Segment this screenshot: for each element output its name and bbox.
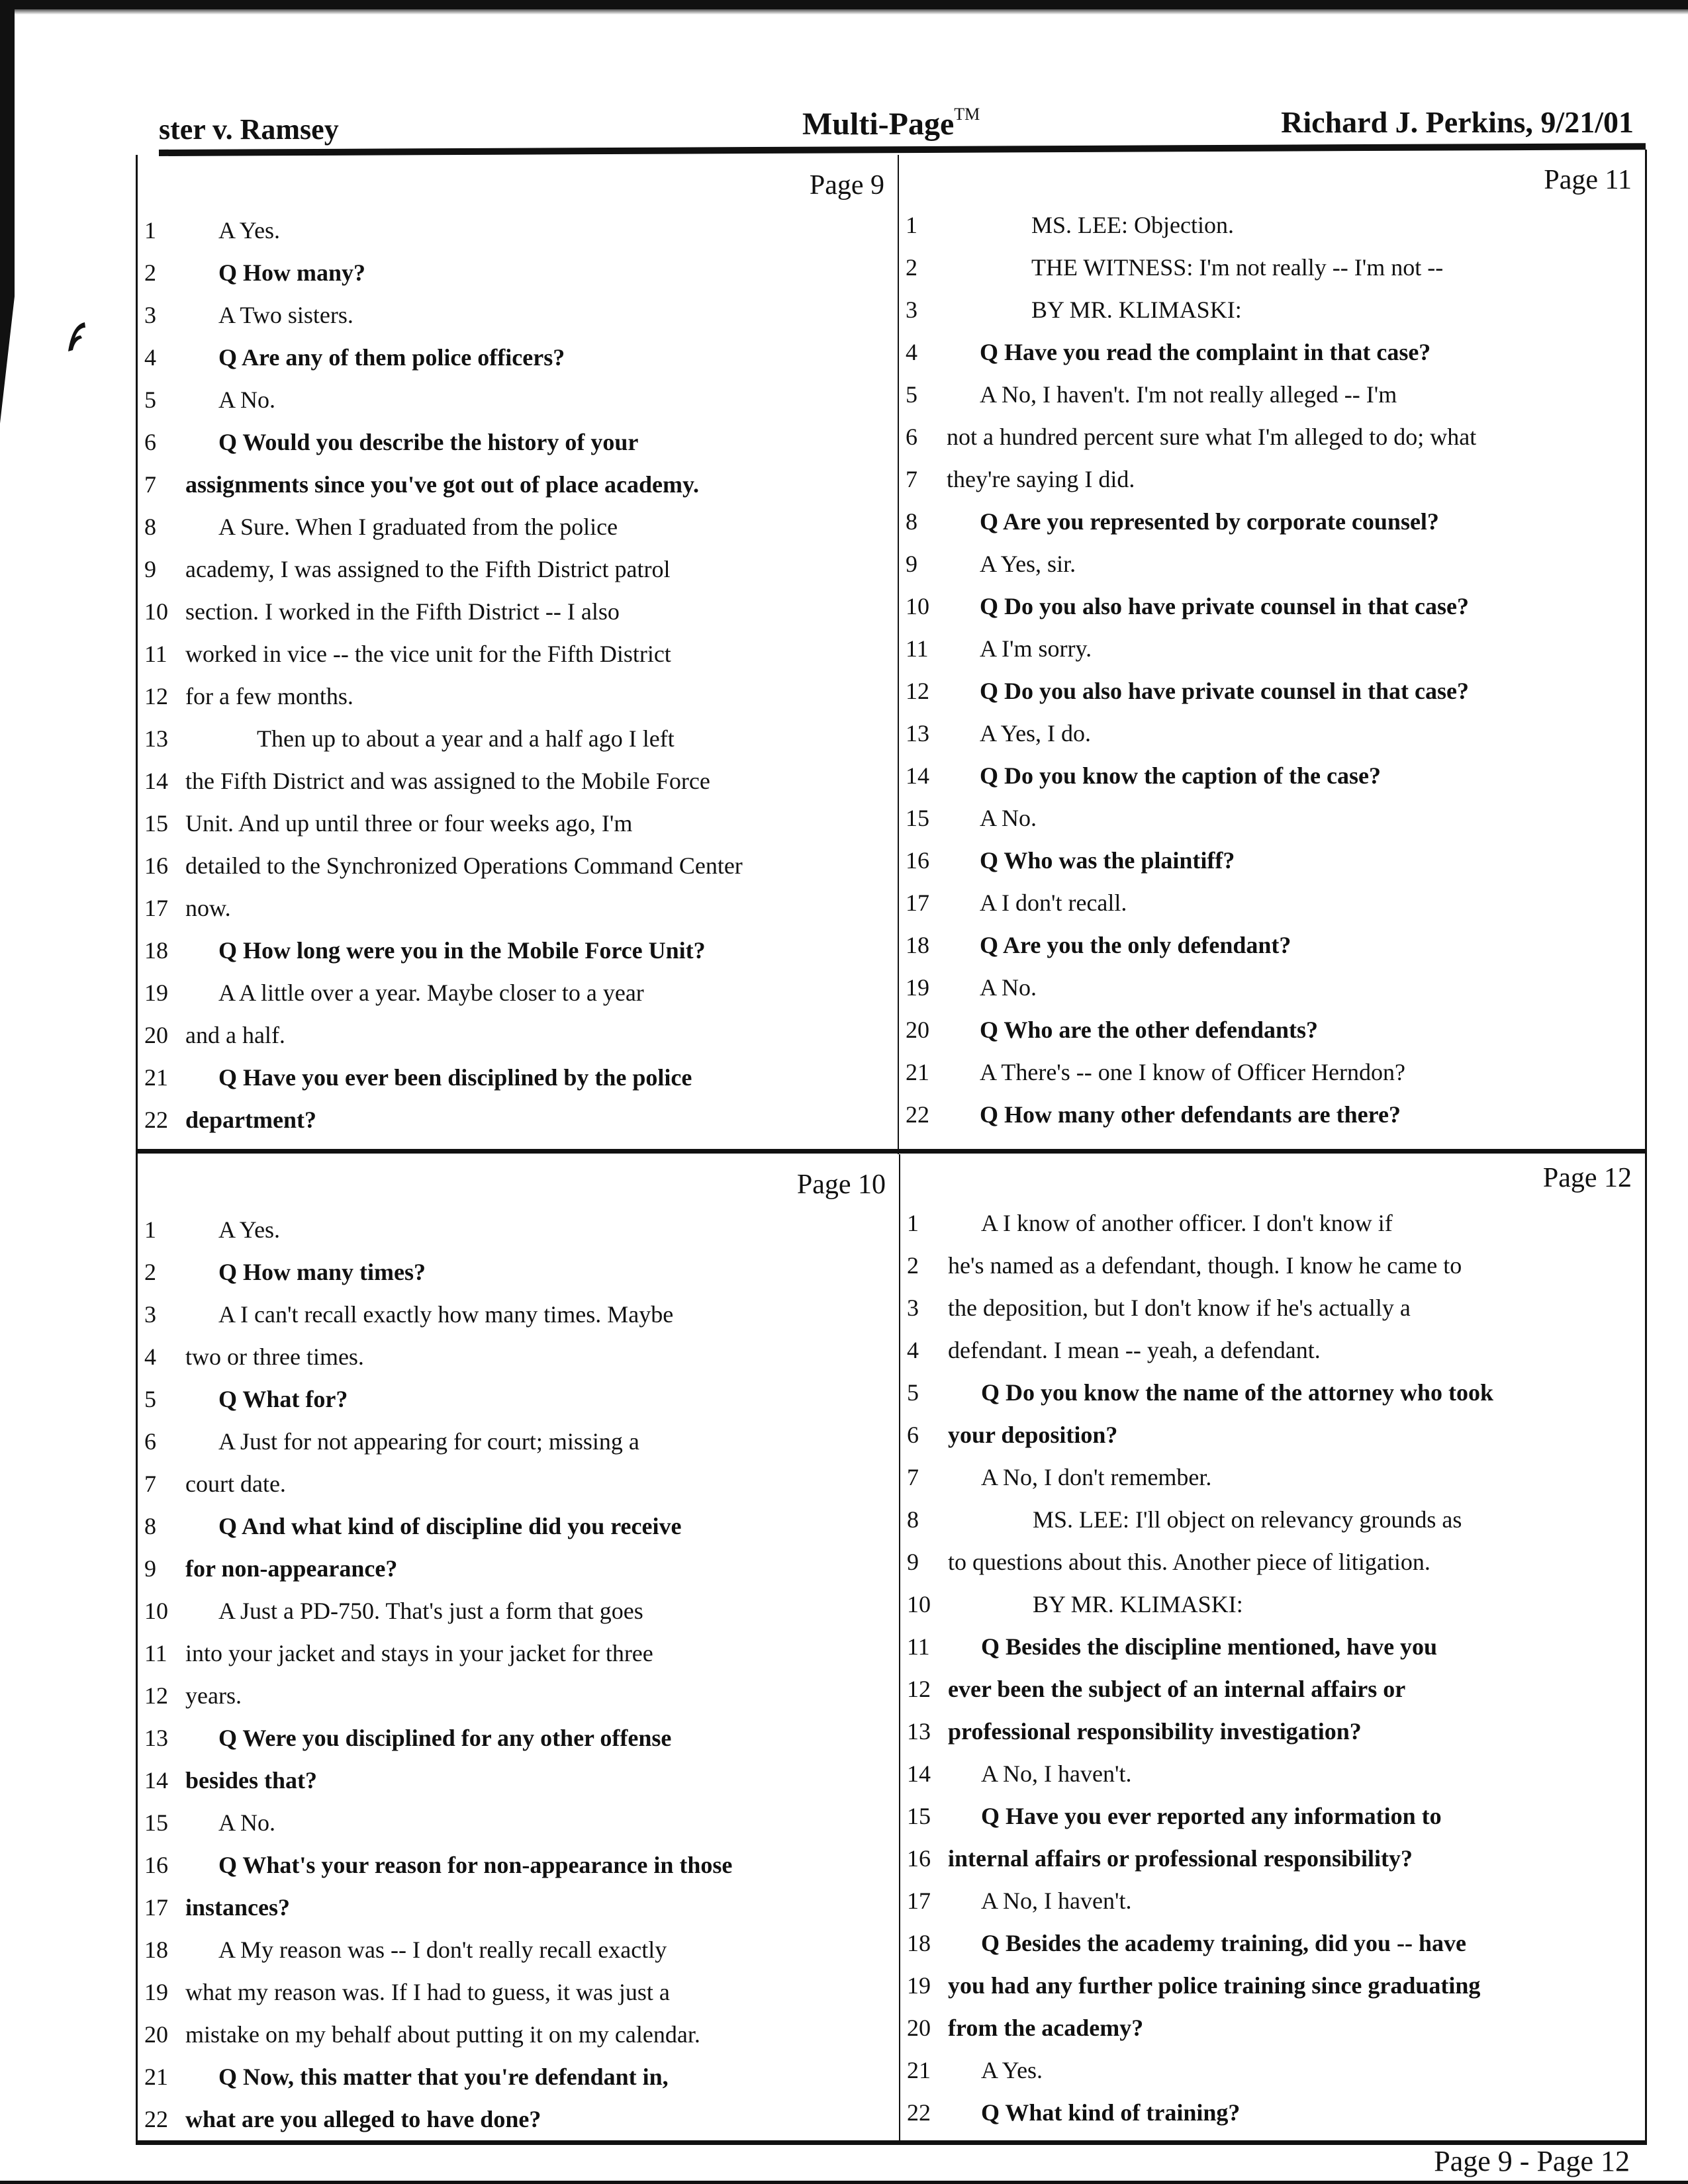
line-number: 2 <box>907 1252 919 1279</box>
scan-speck-mark <box>66 321 86 353</box>
transcript-lines <box>899 204 1645 1136</box>
answer-text: the deposition, but I don't know if he's actually a <box>948 1295 1411 1321</box>
transcript-line <box>900 1922 1645 1964</box>
transcript-line <box>899 585 1645 627</box>
answer-text: A No, I don't remember. <box>981 1464 1212 1490</box>
line-number: 19 <box>906 974 929 1001</box>
line-number: 13 <box>906 720 929 747</box>
transcript-line <box>138 1099 898 1141</box>
line-number: 13 <box>907 1718 931 1745</box>
answer-text: and a half. <box>185 1022 285 1048</box>
page-label: Page 9 <box>809 170 884 201</box>
line-number: 11 <box>144 641 167 667</box>
line-number: 13 <box>144 1725 168 1751</box>
line-number: 20 <box>144 2021 168 2048</box>
line-number: 6 <box>144 1428 156 1455</box>
line-number: 16 <box>144 1852 168 1878</box>
line-number: 14 <box>906 762 929 789</box>
answer-text: A Two sisters. <box>218 302 353 328</box>
transcript-line <box>900 1795 1645 1837</box>
question-text: Q How many times? <box>218 1259 426 1285</box>
transcript-page-9 <box>136 155 899 1154</box>
answer-text: mistake on my behalf about putting it on my calendar. <box>185 2021 700 2048</box>
question-text: Q Now, this matter that you're defendant in, <box>218 2064 669 2090</box>
question-text: from the academy? <box>948 2015 1144 2041</box>
transcript-line <box>900 1202 1645 1244</box>
trademark-symbol: TM <box>954 105 980 124</box>
transcript-line <box>138 1378 899 1420</box>
transcript-line <box>138 1293 899 1336</box>
line-number: 1 <box>906 212 917 238</box>
transcript-line <box>138 1844 899 1886</box>
answer-text: A No, I haven't. <box>981 1888 1132 1914</box>
line-number: 13 <box>144 725 168 752</box>
transcript-line <box>900 1371 1645 1414</box>
answer-text: detailed to the Synchronized Operations Command Center <box>185 852 743 879</box>
line-number: 8 <box>907 1506 919 1533</box>
line-number: 7 <box>907 1464 919 1490</box>
transcript-line <box>138 929 898 972</box>
transcript-lines <box>900 1202 1645 2134</box>
answer-text: A No, I haven't. <box>981 1760 1132 1787</box>
question-text: Q What kind of training? <box>981 2099 1241 2126</box>
transcript-line <box>900 1752 1645 1795</box>
transcript-line <box>138 1547 899 1590</box>
transcript-line <box>138 1929 899 1971</box>
line-number: 5 <box>906 381 917 408</box>
transcript-line <box>899 204 1645 246</box>
transcript-line <box>138 209 898 251</box>
transcript-line <box>900 1244 1645 1287</box>
transcript-line <box>138 1971 899 2013</box>
line-number: 17 <box>907 1888 931 1914</box>
transcript-line <box>138 1463 899 1505</box>
transcript-line <box>899 924 1645 966</box>
answer-text: A No. <box>218 1809 276 1836</box>
transcript-line <box>138 844 898 887</box>
question-text: instances? <box>185 1894 291 1921</box>
transcript-line <box>900 1837 1645 1880</box>
transcript-line <box>899 712 1645 754</box>
question-text: your deposition? <box>948 1422 1118 1448</box>
transcript-line <box>899 882 1645 924</box>
transcript-line <box>900 1710 1645 1752</box>
transcript-page-12 <box>900 1148 1647 2144</box>
answer-text: not a hundred percent sure what I'm alleged to do; what <box>947 424 1477 450</box>
question-text: you had any further police training since graduating <box>948 1972 1481 1999</box>
answer-text: A Yes. <box>218 1216 281 1243</box>
line-number: 21 <box>144 2064 168 2090</box>
transcript-line <box>138 1056 898 1099</box>
transcript-line <box>138 1505 899 1547</box>
question-text: Q Would you describe the history of your <box>218 429 639 455</box>
transcript-line <box>138 1632 899 1674</box>
line-number: 19 <box>144 979 168 1006</box>
line-number: 9 <box>144 1555 156 1582</box>
line-number: 1 <box>144 217 156 244</box>
line-number: 9 <box>907 1549 919 1575</box>
transcript-line <box>138 548 898 590</box>
footer-rule <box>0 2181 1688 2184</box>
answer-text: A Yes. <box>218 217 281 244</box>
transcript-line <box>138 2056 899 2098</box>
line-number: 2 <box>144 259 156 286</box>
question-text: besides that? <box>185 1767 318 1794</box>
question-text: Q How many other defendants are there? <box>980 1101 1401 1128</box>
line-number: 18 <box>144 937 168 964</box>
transcript-line <box>138 717 898 760</box>
transcript-line <box>138 760 898 802</box>
transcript-line <box>899 1009 1645 1051</box>
product-name-text: Multi-Page <box>802 107 955 142</box>
answer-text: what my reason was. If I had to guess, it was just a <box>185 1979 670 2005</box>
answer-text: BY MR. KLIMASKI: <box>1031 296 1242 323</box>
answer-text: MS. LEE: I'll object on relevancy grounds as <box>1033 1506 1462 1533</box>
line-number: 6 <box>907 1422 919 1448</box>
question-text: Q Who was the plaintiff? <box>980 847 1235 874</box>
scan-edge-top <box>0 0 1688 9</box>
line-number: 17 <box>144 1894 168 1921</box>
question-text: Q Do you also have private counsel in that case? <box>980 678 1470 704</box>
answer-text: A There's -- one I know of Officer Herndon? <box>980 1059 1405 1085</box>
answer-text: A No, I haven't. I'm not really alleged -- I'm <box>980 381 1397 408</box>
transcript-line <box>900 1287 1645 1329</box>
answer-text: A Yes. <box>981 2057 1043 2083</box>
question-text: Q Have you ever reported any information to <box>981 1803 1442 1829</box>
answer-text: for a few months. <box>185 683 353 709</box>
line-number: 12 <box>144 683 168 709</box>
transcript-line <box>138 2098 899 2140</box>
line-number: 19 <box>144 1979 168 2005</box>
answer-text: A I can't recall exactly how many times. Maybe <box>218 1301 674 1328</box>
transcript-line <box>899 416 1645 458</box>
answer-text: A No. <box>980 805 1037 831</box>
answer-text: to questions about this. Another piece of litigation. <box>948 1549 1430 1575</box>
transcript-line <box>900 1456 1645 1498</box>
line-number: 22 <box>144 1107 168 1133</box>
line-number: 7 <box>906 466 917 492</box>
transcript-line <box>138 294 898 336</box>
question-text: Q Do you know the caption of the case? <box>980 762 1382 789</box>
line-number: 3 <box>906 296 917 323</box>
transcript-line <box>899 1051 1645 1093</box>
header-case-title: ster v. Ramsey <box>159 113 339 146</box>
transcript-line <box>138 1759 899 1801</box>
line-number: 1 <box>144 1216 156 1243</box>
page-label: Page 11 <box>1544 165 1632 195</box>
transcript-line <box>138 1420 899 1463</box>
line-number: 2 <box>144 1259 156 1285</box>
transcript-line <box>138 675 898 717</box>
line-number: 12 <box>906 678 929 704</box>
transcript-line <box>900 1964 1645 2007</box>
line-number: 19 <box>907 1972 931 1999</box>
question-text: Q Have you read the complaint in that case? <box>980 339 1431 365</box>
transcript-line <box>899 966 1645 1009</box>
line-number: 6 <box>906 424 917 450</box>
transcript-line <box>138 1886 899 1929</box>
answer-text: defendant. I mean -- yeah, a defendant. <box>948 1337 1321 1363</box>
line-number: 5 <box>144 387 156 413</box>
question-text: Q Are any of them police officers? <box>218 344 565 371</box>
question-text: Q Do you also have private counsel in that case? <box>980 593 1470 619</box>
answer-text: court date. <box>185 1471 286 1497</box>
question-text: Q Were you disciplined for any other offense <box>218 1725 672 1751</box>
transcript-line <box>899 500 1645 543</box>
answer-text: A I'm sorry. <box>980 635 1092 662</box>
question-text: department? <box>185 1107 316 1133</box>
transcript-line <box>138 1590 899 1632</box>
transcript-line <box>138 2013 899 2056</box>
line-number: 15 <box>144 810 168 837</box>
transcript-line <box>900 2007 1645 2049</box>
question-text: Q How long were you in the Mobile Force Unit? <box>218 937 706 964</box>
transcript-line <box>900 1625 1645 1668</box>
transcript-line <box>138 1717 899 1759</box>
transcript-line <box>138 887 898 929</box>
line-number: 22 <box>907 2099 931 2126</box>
line-number: 15 <box>907 1803 931 1829</box>
transcript-line <box>138 802 898 844</box>
answer-text: Then up to about a year and a half ago I left <box>257 725 675 752</box>
line-number: 8 <box>144 1513 156 1539</box>
answer-text: A Sure. When I graduated from the police <box>218 514 618 540</box>
answer-text: academy, I was assigned to the Fifth District patrol <box>185 556 671 582</box>
line-number: 9 <box>144 556 156 582</box>
line-number: 3 <box>144 1301 156 1328</box>
answer-text: two or three times. <box>185 1343 364 1370</box>
transcript-line <box>899 458 1645 500</box>
line-number: 22 <box>906 1101 929 1128</box>
question-text: Q Have you ever been disciplined by the police <box>218 1064 692 1091</box>
line-number: 10 <box>144 1598 168 1624</box>
footer-page-range: Page 9 - Page 12 <box>1434 2145 1630 2177</box>
scan-edge-shadow <box>0 9 1688 15</box>
answer-text: section. I worked in the Fifth District -- I also <box>185 598 620 625</box>
line-number: 14 <box>907 1760 931 1787</box>
line-number: 5 <box>144 1386 156 1412</box>
line-number: 4 <box>907 1337 919 1363</box>
transcript-line <box>899 1093 1645 1136</box>
transcript-line <box>138 379 898 421</box>
line-number: 11 <box>907 1633 930 1660</box>
line-number: 17 <box>906 889 929 916</box>
line-number: 21 <box>906 1059 929 1085</box>
question-text: ever been the subject of an internal affairs or <box>948 1676 1406 1702</box>
line-number: 14 <box>144 768 168 794</box>
line-number: 1 <box>907 1210 919 1236</box>
line-number: 22 <box>144 2106 168 2132</box>
transcript-line <box>899 670 1645 712</box>
transcript-line <box>138 1014 898 1056</box>
answer-text: A No. <box>218 387 276 413</box>
transcript-line <box>900 1414 1645 1456</box>
transcript-line <box>900 2049 1645 2091</box>
transcript-page-11 <box>899 150 1647 1154</box>
question-text: Q Do you know the name of the attorney who took <box>981 1379 1493 1406</box>
transcript-line <box>138 463 898 506</box>
transcript-line <box>899 627 1645 670</box>
line-number: 5 <box>907 1379 919 1406</box>
transcript-line <box>899 839 1645 882</box>
transcript-line <box>899 543 1645 585</box>
transcript-line <box>138 1251 899 1293</box>
answer-text: they're saying I did. <box>947 466 1135 492</box>
line-number: 3 <box>144 302 156 328</box>
transcript-line <box>900 1498 1645 1541</box>
answer-text: A A little over a year. Maybe closer to a year <box>218 979 644 1006</box>
answer-text: years. <box>185 1682 242 1709</box>
transcript-line <box>899 754 1645 797</box>
line-number: 15 <box>906 805 929 831</box>
transcript-line <box>899 289 1645 331</box>
transcript-line <box>900 2091 1645 2134</box>
question-text: what are you alleged to have done? <box>185 2106 541 2132</box>
line-number: 11 <box>906 635 929 662</box>
transcript-lines <box>138 1208 899 2140</box>
question-text: Q How many? <box>218 259 366 286</box>
transcript-line <box>899 246 1645 289</box>
line-number: 10 <box>144 598 168 625</box>
question-text: Q And what kind of discipline did you receive <box>218 1513 682 1539</box>
line-number: 18 <box>907 1930 931 1956</box>
transcript-line <box>900 1583 1645 1625</box>
answer-text: BY MR. KLIMASKI: <box>1033 1591 1243 1617</box>
line-number: 20 <box>144 1022 168 1048</box>
answer-text: he's named as a defendant, though. I know he came to <box>948 1252 1462 1279</box>
line-number: 4 <box>144 1343 156 1370</box>
line-number: 10 <box>907 1591 931 1617</box>
line-number: 16 <box>907 1845 931 1872</box>
line-number: 12 <box>144 1682 168 1709</box>
answer-text: THE WITNESS: I'm not really -- I'm not -- <box>1031 254 1444 281</box>
transcript-line <box>900 1541 1645 1583</box>
line-number: 16 <box>144 852 168 879</box>
line-number: 20 <box>907 2015 931 2041</box>
line-number: 21 <box>144 1064 168 1091</box>
question-text: Q Are you represented by corporate counsel? <box>980 508 1439 535</box>
line-number: 2 <box>906 254 917 281</box>
transcript-line <box>900 1329 1645 1371</box>
transcript-line <box>138 336 898 379</box>
question-text: Q What for? <box>218 1386 348 1412</box>
answer-text: the Fifth District and was assigned to the Mobile Force <box>185 768 710 794</box>
transcript-line <box>900 1668 1645 1710</box>
line-number: 4 <box>906 339 917 365</box>
transcript-line <box>138 251 898 294</box>
line-number: 18 <box>906 932 929 958</box>
transcript-line <box>138 421 898 463</box>
line-number: 20 <box>906 1017 929 1043</box>
line-number: 16 <box>906 847 929 874</box>
line-number: 3 <box>907 1295 919 1321</box>
answer-text: worked in vice -- the vice unit for the Fifth District <box>185 641 671 667</box>
header-product-name <box>802 105 980 142</box>
answer-text: A Just for not appearing for court; missing a <box>218 1428 639 1455</box>
answer-text: A Yes, sir. <box>980 551 1076 577</box>
question-text: for non-appearance? <box>185 1555 398 1582</box>
transcript-line <box>138 1208 899 1251</box>
transcript-line <box>138 1674 899 1717</box>
answer-text: A Yes, I do. <box>980 720 1092 747</box>
question-text: assignments since you've got out of place academy. <box>185 471 699 498</box>
transcript-line <box>899 373 1645 416</box>
transcript-line <box>138 506 898 548</box>
line-number: 4 <box>144 344 156 371</box>
transcript-line <box>138 1801 899 1844</box>
transcript-line <box>138 1336 899 1378</box>
transcript-line <box>138 972 898 1014</box>
line-number: 14 <box>144 1767 168 1794</box>
answer-text: A I don't recall. <box>980 889 1127 916</box>
question-text: Q Are you the only defendant? <box>980 932 1291 958</box>
answer-text: MS. LEE: Objection. <box>1031 212 1234 238</box>
line-number: 11 <box>144 1640 167 1666</box>
question-text: Q What's your reason for non-appearance in those <box>218 1852 733 1878</box>
line-number: 21 <box>907 2057 931 2083</box>
line-number: 15 <box>144 1809 168 1836</box>
page-label: Page 10 <box>796 1169 886 1200</box>
question-text: internal affairs or professional responsibility? <box>948 1845 1413 1872</box>
line-number: 18 <box>144 1936 168 1963</box>
question-text: professional responsibility investigation? <box>948 1718 1362 1745</box>
answer-text: A Just a PD-750. That's just a form that goes <box>218 1598 643 1624</box>
line-number: 7 <box>144 471 156 498</box>
transcript-page-10 <box>136 1154 900 2144</box>
line-number: 8 <box>144 514 156 540</box>
question-text: Q Besides the academy training, did you -- have <box>981 1930 1467 1956</box>
line-number: 7 <box>144 1471 156 1497</box>
transcript-lines <box>138 209 898 1141</box>
line-number: 17 <box>144 895 168 921</box>
scan-edge-left <box>0 0 15 424</box>
question-text: Q Who are the other defendants? <box>980 1017 1319 1043</box>
transcript-line <box>899 331 1645 373</box>
header-deponent-date: Richard J. Perkins, 9/21/01 <box>1281 105 1634 139</box>
answer-text: into your jacket and stays in your jacket for three <box>185 1640 653 1666</box>
answer-text: Unit. And up until three or four weeks ago, I'm <box>185 810 633 837</box>
answer-text: now. <box>185 895 231 921</box>
bottom-rule <box>136 2140 1647 2145</box>
line-number: 12 <box>907 1676 931 1702</box>
answer-text: A No. <box>980 974 1037 1001</box>
transcript-line <box>138 633 898 675</box>
line-number: 9 <box>906 551 917 577</box>
transcript-line <box>899 797 1645 839</box>
answer-text: A My reason was -- I don't really recall exactly <box>218 1936 667 1963</box>
transcript-line <box>900 1880 1645 1922</box>
page-label: Page 12 <box>1542 1163 1632 1193</box>
transcript-line <box>138 590 898 633</box>
question-text: Q Besides the discipline mentioned, have you <box>981 1633 1438 1660</box>
line-number: 8 <box>906 508 917 535</box>
line-number: 10 <box>906 593 929 619</box>
answer-text: A I know of another officer. I don't know if <box>981 1210 1393 1236</box>
line-number: 6 <box>144 429 156 455</box>
